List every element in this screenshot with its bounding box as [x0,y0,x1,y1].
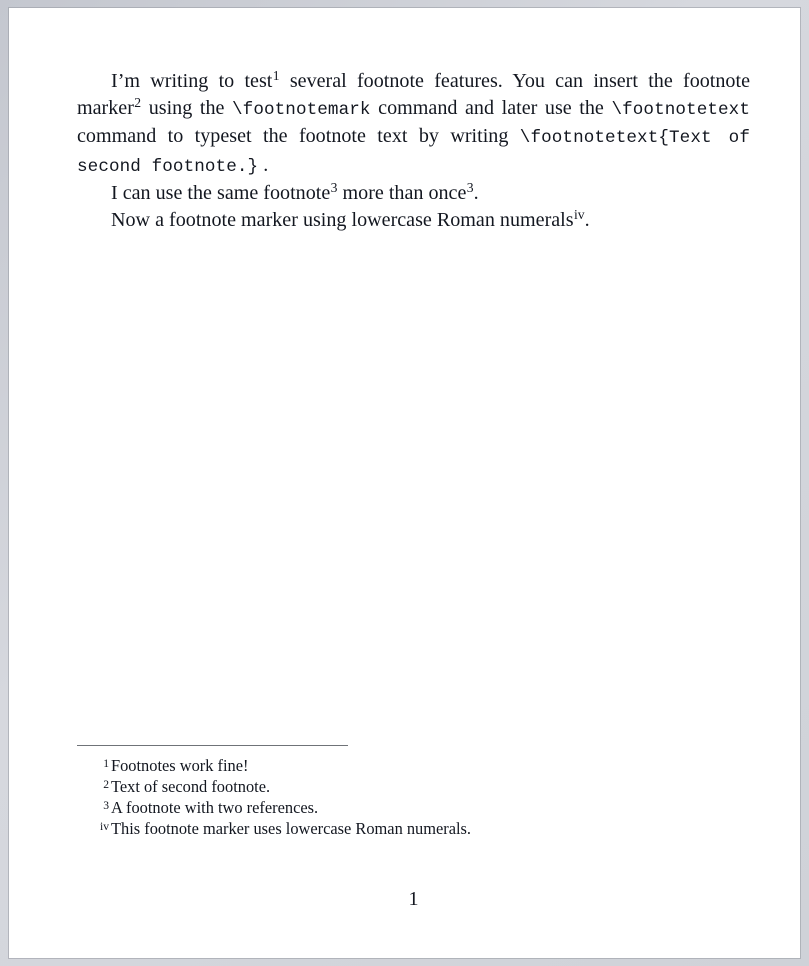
footnote-item [77,818,750,839]
code-span: \footnotetext [611,99,750,120]
footnote-text: Footnotes work fine! [111,756,249,776]
code-span: \footnotemark [232,99,371,120]
text-run: command and later use the [370,96,612,119]
footnote-text: This footnote marker uses lowercase Roman numerals. [111,819,472,839]
text-run: command to typeset the footnote text by writing [77,125,520,148]
footnote-marker: iv [99,820,109,834]
footnote-marker: 2 [103,778,109,792]
footnote-item [77,776,750,797]
footnote-area [77,745,750,839]
text-run: more than once [337,182,467,205]
paragraph-3 [77,207,750,234]
footnote-text: A footnote with two references. [111,798,319,818]
footnote-item [77,755,750,776]
paragraph-1 [77,68,750,180]
footnote-item [77,797,750,818]
text-run: . [584,208,590,231]
footnote-reference-marker: 2 [134,94,142,110]
footnote-text: Text of second footnote. [111,777,271,797]
footnote-marker: 3 [103,799,109,813]
footnote-reference-marker: iv [573,206,585,222]
body-text [77,68,750,234]
code-span: \footnotetext{Text of second footnote.} [77,128,750,177]
footnote-reference-marker: 3 [330,180,338,196]
footnote-separator-rule [77,745,348,746]
page-text-block [77,8,750,958]
text-run: using the [141,96,233,119]
text-run: I can use the same footnote [111,182,331,205]
paragraph-2 [77,180,750,207]
text-run: Now a footnote marker using lowercase Roman numerals [111,208,574,231]
footnote-reference-marker: 1 [272,67,280,83]
document-page [9,8,800,958]
footnote-reference-marker: 3 [466,180,474,196]
text-run: several footnote features. You can insert the footnote marker [77,70,750,119]
text-run: . [258,153,269,176]
text-run: . [473,182,479,205]
page-number: 1 [408,888,419,910]
footnote-marker: 1 [103,757,109,771]
text-run: I’m writing to test [111,70,273,92]
